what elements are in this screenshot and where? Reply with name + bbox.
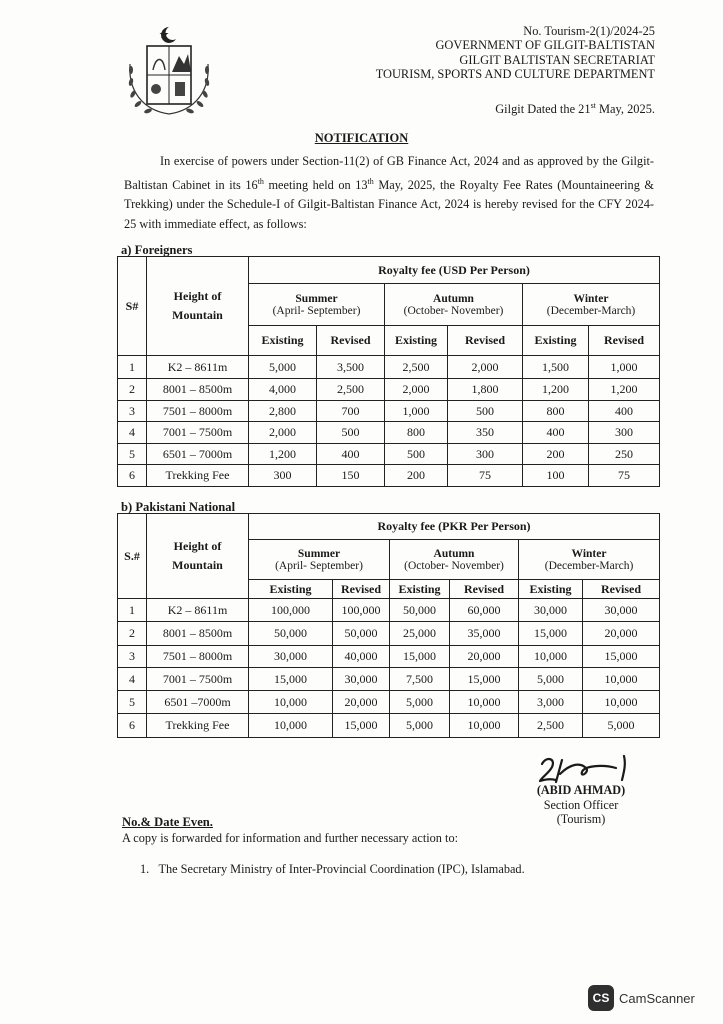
summer-existing-fee: 4,000 [249,379,317,401]
season-header-summer: Summer (April- September) [249,284,385,326]
summer-revised-fee: 40,000 [333,646,390,668]
summer-existing-fee: 50,000 [249,622,333,646]
mountain-height: 6501 – 7000m [147,444,249,465]
winter-existing-fee: 3,000 [519,691,583,714]
autumn-revised-fee: 10,000 [450,691,519,714]
autumn-revised-fee: 60,000 [450,599,519,622]
sn-header: S# [118,257,147,356]
mountain-height: K2 – 8611m [147,599,249,622]
autumn-revised-fee: 10,000 [450,714,519,738]
table-row [118,444,660,465]
header-line-government: GOVERNMENT OF GILGIT-BALTISTAN [435,38,655,52]
season-header-autumn: Autumn (October- November) [385,284,523,326]
existing-header: Existing [249,326,317,356]
winter-existing-fee: 1,200 [523,379,589,401]
royalty-header: Royalty fee (PKR Per Person) [249,514,660,540]
mountain-height: 7001 – 7500m [147,668,249,691]
winter-existing-fee: 15,000 [519,622,583,646]
summer-existing-fee: 2,800 [249,401,317,422]
mountain-height: 7501 – 8000m [147,646,249,668]
autumn-revised-fee: 350 [448,422,523,444]
winter-existing-fee: 800 [523,401,589,422]
existing-header: Existing [523,326,589,356]
table-row [118,646,660,668]
row-number: 6 [118,465,147,487]
mountain-height: 7501 – 8000m [147,401,249,422]
autumn-existing-fee: 15,000 [390,646,450,668]
mountain-height: Trekking Fee [147,714,249,738]
winter-revised-fee: 400 [589,401,660,422]
summer-existing-fee: 5,000 [249,356,317,379]
section-pakistani-label: b) Pakistani National [121,500,236,514]
summer-revised-fee: 3,500 [317,356,385,379]
winter-existing-fee: 2,500 [519,714,583,738]
row-number: 5 [118,691,147,714]
summer-existing-fee: 100,000 [249,599,333,622]
pakistani-royalty-table [117,513,660,738]
winter-existing-fee: 1,500 [523,356,589,379]
winter-existing-fee: 200 [523,444,589,465]
summer-revised-fee: 15,000 [333,714,390,738]
revised-header: Revised [317,326,385,356]
summer-revised-fee: 150 [317,465,385,487]
autumn-existing-fee: 1,000 [385,401,448,422]
winter-revised-fee: 10,000 [583,691,660,714]
season-header-autumn: Autumn (October- November) [390,540,519,580]
row-number: 2 [118,379,147,401]
foreigners-royalty-table [117,256,660,487]
existing-header: Existing [519,580,583,599]
autumn-existing-fee: 5,000 [390,714,450,738]
season-header-summer: Summer (April- September) [249,540,390,580]
winter-existing-fee: 30,000 [519,599,583,622]
table-row [118,379,660,401]
summer-revised-fee: 50,000 [333,622,390,646]
autumn-revised-fee: 15,000 [450,668,519,691]
summer-revised-fee: 500 [317,422,385,444]
row-number: 3 [118,401,147,422]
revised-header: Revised [450,580,519,599]
distribution-list-item: 1. The Secretary Ministry of Inter-Provincial Coordination (IPC), Islamabad. [140,862,525,876]
row-number: 2 [118,622,147,646]
autumn-existing-fee: 500 [385,444,448,465]
autumn-existing-fee: 25,000 [390,622,450,646]
revised-header: Revised [333,580,390,599]
row-number: 1 [118,356,147,379]
mountain-height: Trekking Fee [147,465,249,487]
winter-revised-fee: 300 [589,422,660,444]
summer-revised-fee: 2,500 [317,379,385,401]
table-row [118,599,660,622]
summer-revised-fee: 20,000 [333,691,390,714]
table-row [118,465,660,487]
autumn-revised-fee: 300 [448,444,523,465]
header-line-secretariat: GILGIT BALTISTAN SECRETARIAT [459,53,655,67]
notification-title: NOTIFICATION [314,131,409,145]
winter-revised-fee: 10,000 [583,668,660,691]
autumn-existing-fee: 2,500 [385,356,448,379]
table-row [118,668,660,691]
autumn-existing-fee: 200 [385,465,448,487]
notification-body: In exercise of powers under Section-11(2) of GB Finance Act, 2024 and as approved by the Gilgit-Baltistan Cabinet in its 16th meeting held on 13th May, 2025, the Royalty Fee Rates (Mountaineering & Trekking) under the Schedule-I of Gilgit-Baltistan Finance Act, 2024 is hereby revised for the CFY 2024-25 with immediate effect, as follows: [124,154,654,231]
revised-header: Revised [589,326,660,356]
season-header-winter: Winter (December-March) [519,540,660,580]
row-number: 6 [118,714,147,738]
winter-revised-fee: 15,000 [583,646,660,668]
signatory-name: (ABID AHMAD) [536,783,626,797]
existing-header: Existing [385,326,448,356]
gilgit-baltistan-emblem [122,24,216,120]
winter-revised-fee: 30,000 [583,599,660,622]
camscanner-text: CamScanner [619,990,695,1006]
existing-header: Existing [249,580,333,599]
summer-existing-fee: 15,000 [249,668,333,691]
summer-revised-fee: 400 [317,444,385,465]
autumn-existing-fee: 800 [385,422,448,444]
autumn-revised-fee: 75 [448,465,523,487]
autumn-revised-fee: 500 [448,401,523,422]
header-line-department: TOURISM, SPORTS AND CULTURE DEPARTMENT [375,67,655,81]
no-and-date-even: No.& Date Even. [122,815,213,829]
autumn-revised-fee: 1,800 [448,379,523,401]
autumn-revised-fee: 35,000 [450,622,519,646]
royalty-header: Royalty fee (USD Per Person) [249,257,660,284]
table-row [118,691,660,714]
autumn-existing-fee: 50,000 [390,599,450,622]
autumn-existing-fee: 7,500 [390,668,450,691]
revised-header: Revised [448,326,523,356]
winter-existing-fee: 100 [523,465,589,487]
winter-revised-fee: 5,000 [583,714,660,738]
height-header: Height of Mountain [147,514,249,599]
winter-existing-fee: 400 [523,422,589,444]
table-row [118,356,660,379]
dated-line: Gilgit Dated the 21st May, 2025. [495,101,655,117]
winter-existing-fee: 10,000 [519,646,583,668]
summer-revised-fee: 700 [317,401,385,422]
row-number: 4 [118,668,147,691]
winter-existing-fee: 5,000 [519,668,583,691]
mountain-height: 6501 –7000m [147,691,249,714]
summer-existing-fee: 10,000 [249,714,333,738]
autumn-existing-fee: 5,000 [390,691,450,714]
summer-existing-fee: 2,000 [249,422,317,444]
mountain-height: 8001 – 8500m [147,379,249,401]
mountain-height: K2 – 8611m [147,356,249,379]
copy-forward-text: A copy is forwarded for information and further necessary action to: [122,831,459,845]
height-header: Height of Mountain [147,257,249,356]
mountain-height: 7001 – 7500m [147,422,249,444]
row-number: 5 [118,444,147,465]
signatory [518,783,644,827]
table-row [118,622,660,646]
table-row [118,714,660,738]
winter-revised-fee: 20,000 [583,622,660,646]
row-number: 4 [118,422,147,444]
autumn-existing-fee: 2,000 [385,379,448,401]
section-foreigners-label: a) Foreigners [121,243,193,257]
summer-revised-fee: 100,000 [333,599,390,622]
winter-revised-fee: 250 [589,444,660,465]
row-number: 1 [118,599,147,622]
existing-header: Existing [390,580,450,599]
mountain-height: 8001 – 8500m [147,622,249,646]
season-header-winter: Winter (December-March) [523,284,660,326]
signatory-designation: Section Officer (Tourism) [543,797,619,827]
row-number: 3 [118,646,147,668]
summer-revised-fee: 30,000 [333,668,390,691]
summer-existing-fee: 1,200 [249,444,317,465]
camscanner-logo-icon: CS [588,985,614,1011]
winter-revised-fee: 1,000 [589,356,660,379]
autumn-revised-fee: 20,000 [450,646,519,668]
table-row [118,422,660,444]
summer-existing-fee: 300 [249,465,317,487]
winter-revised-fee: 1,200 [589,379,660,401]
camscanner-watermark [588,985,695,1011]
sn-header: S.# [118,514,147,599]
table-row [118,401,660,422]
summer-existing-fee: 30,000 [249,646,333,668]
autumn-revised-fee: 2,000 [448,356,523,379]
summer-existing-fee: 10,000 [249,691,333,714]
reference-number: No. Tourism-2(1)/2024-25 [523,24,655,38]
revised-header: Revised [583,580,660,599]
winter-revised-fee: 75 [589,465,660,487]
